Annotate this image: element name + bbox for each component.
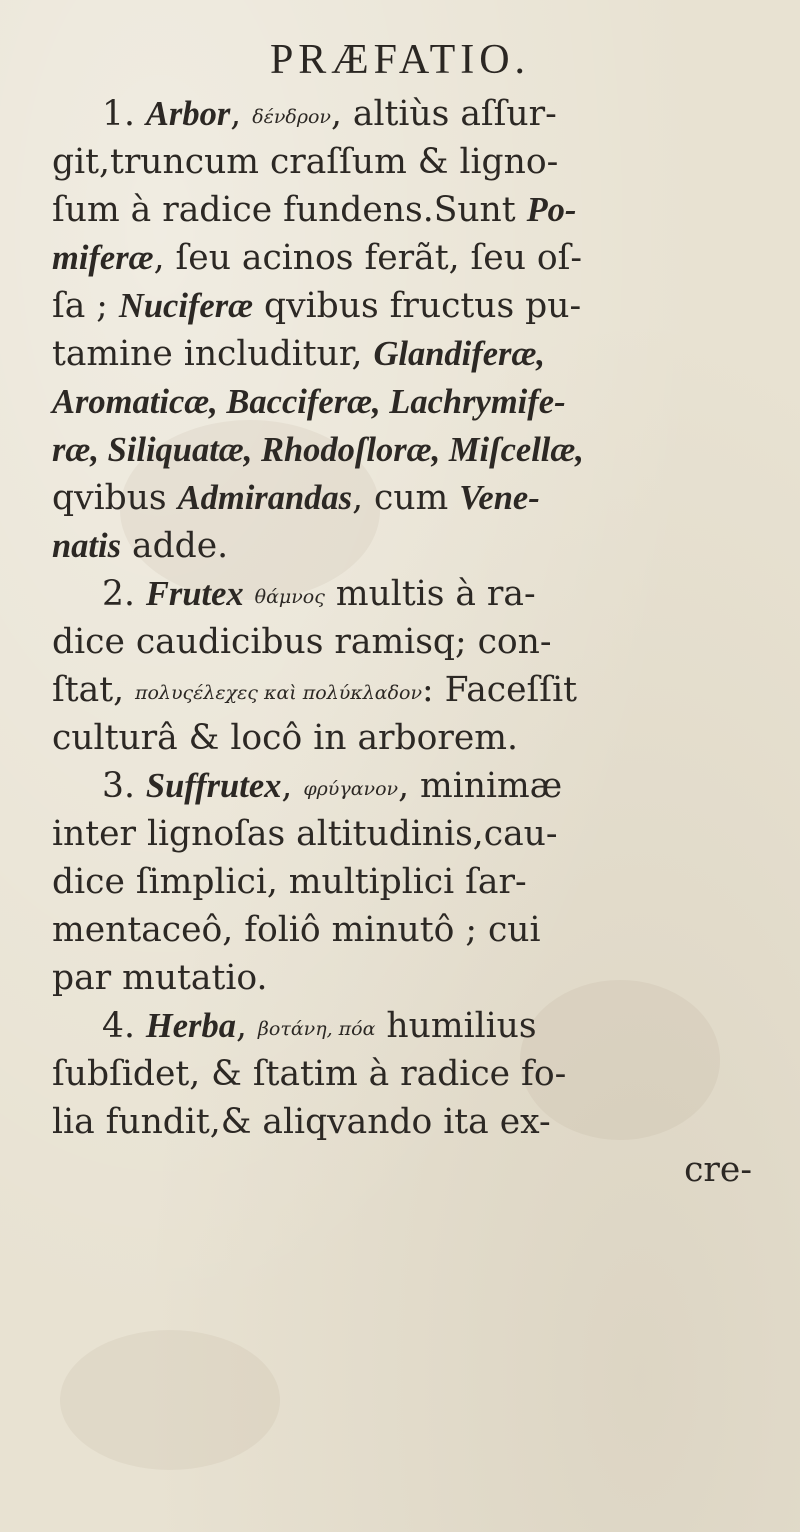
text-line xyxy=(52,1002,772,1050)
text-run: multis à ra- xyxy=(324,574,536,614)
italic-term: Aromaticæ, Bacciferæ, Lachrymife- xyxy=(52,383,566,421)
text-run: git,truncum craſſum & ligno- xyxy=(52,142,559,182)
text-line xyxy=(52,762,772,810)
paragraph-1 xyxy=(52,90,772,570)
italic-term: Glandiferæ, xyxy=(373,335,545,373)
text-line xyxy=(52,330,772,378)
text-run: dice caudicibus ramisq; con- xyxy=(52,622,552,662)
text-line xyxy=(52,570,772,618)
italic-term: Po- xyxy=(526,191,577,229)
text-run: 1. xyxy=(102,94,146,134)
italic-term: Herba xyxy=(145,1007,236,1045)
text-line xyxy=(52,426,772,474)
text-run: 3. xyxy=(102,766,146,806)
text-run: ſum à radice fundens.Sunt xyxy=(52,190,527,230)
text-run: , xyxy=(281,766,304,806)
italic-term: Suffrutex xyxy=(145,767,282,805)
italic-term: Vene- xyxy=(459,479,540,517)
text-run: adde. xyxy=(121,526,229,566)
text-line xyxy=(52,906,772,954)
text-run: inter lignoſas altitudinis,cau- xyxy=(52,814,558,854)
text-run: dice ſimplici, multiplici ſar- xyxy=(52,862,527,902)
text-line xyxy=(52,378,772,426)
text-run: qvibus xyxy=(52,478,178,518)
text-run: culturâ & locô in arborem. xyxy=(52,718,518,758)
body-text xyxy=(52,90,772,1194)
greek-term: βοτάνη, πόα xyxy=(257,1018,376,1040)
text-run: , altiùs aſſur- xyxy=(331,94,557,134)
italic-term: natis xyxy=(52,527,122,565)
italic-term: miferæ xyxy=(52,239,154,277)
text-line xyxy=(52,522,772,570)
text-run: ſubſidet, & ſtatim à radice fo- xyxy=(52,1054,567,1094)
text-line xyxy=(52,714,772,762)
text-line xyxy=(52,666,772,714)
catchword: cre- xyxy=(684,1150,752,1190)
text-run: : Faceſſit xyxy=(422,670,577,710)
italic-term: Frutex xyxy=(145,575,244,613)
text-line xyxy=(52,1050,772,1098)
text-line xyxy=(52,90,772,138)
text-run: 2. xyxy=(102,574,146,614)
paragraph-2 xyxy=(52,570,772,762)
text-run: qvibus fructus pu- xyxy=(253,286,582,326)
text-run: lia fundit,& aliqvando ita ex- xyxy=(52,1102,551,1142)
text-run: , ſeu acinos ferãt, ſeu oſ- xyxy=(153,238,583,278)
italic-term: ræ, Siliquatæ, Rhodoſloræ, Miſcellæ, xyxy=(52,431,584,469)
greek-term: φρύγανον xyxy=(303,778,399,800)
page-header: PRÆFATIO. xyxy=(269,37,531,83)
text-run: 4. xyxy=(102,1006,146,1046)
paragraph-4 xyxy=(52,1002,772,1146)
text-run: ſa ; xyxy=(52,286,119,326)
text-run: mentaceô, foliô minutô ; cui xyxy=(52,910,541,950)
italic-term: Nuciferæ xyxy=(118,287,254,325)
text-line xyxy=(52,474,772,522)
text-line xyxy=(52,282,772,330)
paper-stain xyxy=(60,1330,280,1470)
text-line xyxy=(52,618,772,666)
text-run: , minimæ xyxy=(398,766,563,806)
text-line xyxy=(52,138,772,186)
text-run: humilius xyxy=(375,1006,537,1046)
greek-term: δένδρον xyxy=(252,106,331,128)
text-run: ſtat, xyxy=(52,670,135,710)
text-line xyxy=(52,186,772,234)
text-run: , xyxy=(230,94,253,134)
greek-term: πολυςέλεχες καὶ πολύκλαδον xyxy=(135,682,423,704)
text-run: , cum xyxy=(352,478,460,518)
text-line xyxy=(52,234,772,282)
text-run: tamine includitur, xyxy=(52,334,374,374)
text-run: par mutatio. xyxy=(52,958,268,998)
text-run: , xyxy=(235,1006,258,1046)
text-run xyxy=(244,574,255,614)
italic-term: Admirandas xyxy=(177,479,353,517)
italic-term: Arbor xyxy=(145,95,231,133)
text-line xyxy=(52,858,772,906)
text-line xyxy=(52,954,772,1002)
text-line xyxy=(52,1098,772,1146)
greek-term: θάμνος xyxy=(254,586,325,608)
text-line xyxy=(52,810,772,858)
paragraph-3 xyxy=(52,762,772,1002)
